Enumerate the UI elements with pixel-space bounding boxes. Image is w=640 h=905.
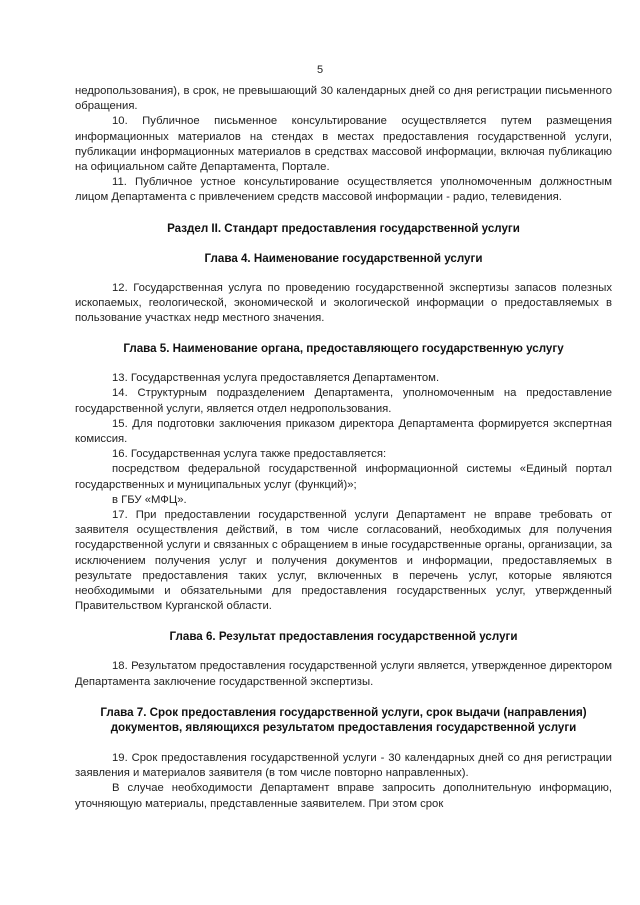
paragraph-16: 16. Государственная услуга также предоставляется: — [112, 448, 387, 461]
paragraph-10: 10. Публичное письменное консультирование осуществляется путем размещения информационных материалов на стендах в местах предоставления государственной услуги, публикации информационных материалов в средствах массовой информации, включая публикацию на официальном сайте Департамента, Портале. — [75, 115, 612, 174]
paragraph-18: 18. Результатом предоставления государственной услуги является, утвержденное директором Департамента заключение государственной экспертизы. — [75, 660, 612, 688]
paragraph-19-cont: В случае необходимости Департамент вправе запросить дополнительную информацию, уточняющую материалы, представленные заявителем. При этом срок — [75, 782, 612, 810]
page-number: 5 — [316, 64, 324, 76]
document-body — [75, 62, 612, 812]
paragraph-19: 19. Срок предоставления государственной услуги - 30 календарных дней со дня регистрации заявления и материалов заявителя (в том числе повторно направленных). — [75, 751, 612, 780]
paragraph-12: 12. Государственная услуга по проведению государственной экспертизы запасов полезных ископаемых, геологической, экономической и экологической информации о предоставляемых в пользование участках недр местного значения. — [75, 281, 612, 325]
paragraph-11: 11. Публичное устное консультирование осуществляется уполномоченным должностным лицом Департамента с привлечением средств массовой информации - радио, телевидения. — [75, 176, 612, 204]
paragraph-14: 14. Структурным подразделением Департамента, уполномоченным на предоставление государственной услуги, является отдел недропользования. — [75, 387, 612, 415]
section-2-heading: Раздел II. Стандарт предоставления государственной услуги — [167, 221, 520, 235]
chapter-6-heading: Глава 6. Результат предоставления государственной услуги — [169, 630, 518, 644]
paragraph-13: 13. Государственная услуга предоставляется Департаментом. — [112, 372, 440, 385]
chapter-5-heading: Глава 5. Наименование органа, предоставляющего государственную услугу — [123, 342, 564, 356]
paragraph-16-item-1: посредством федеральной государственной информационной системы «Единый портал государственных и муниципальных услуг (функций)»; — [75, 463, 612, 491]
chapter-7-heading: Глава 7. Срок предоставления государственной услуги, срок выдачи (направления) документов, являющихся результатом предоставления государственной услуги — [100, 705, 587, 735]
paragraph-15: 15. Для подготовки заключения приказом директора Департамента формируется экспертная комиссия. — [75, 417, 612, 446]
chapter-4-heading: Глава 4. Наименование государственной услуги — [204, 251, 483, 265]
paragraph-9-cont: недропользования), в срок, не превышающий 30 календарных дней со дня регистрации письменного обращения. — [75, 85, 612, 113]
paragraph-17: 17. При предоставлении государственной услуги Департамент не вправе требовать от заявителя осуществления действий, в том числе согласований, необходимых для получения государственной услуги и связанных с обращением в иные государственные органы, организации, за исключением получения услуг и получения документов и информации, предоставляемых в результате предоставления таких услуг, включенных в перечень услуг, которые являются необходимыми и обязательными для предоставления государственных услуг, утвержденный Правительством Курганской области. — [75, 509, 612, 613]
paragraph-16-item-2: в ГБУ «МФЦ». — [112, 493, 187, 506]
